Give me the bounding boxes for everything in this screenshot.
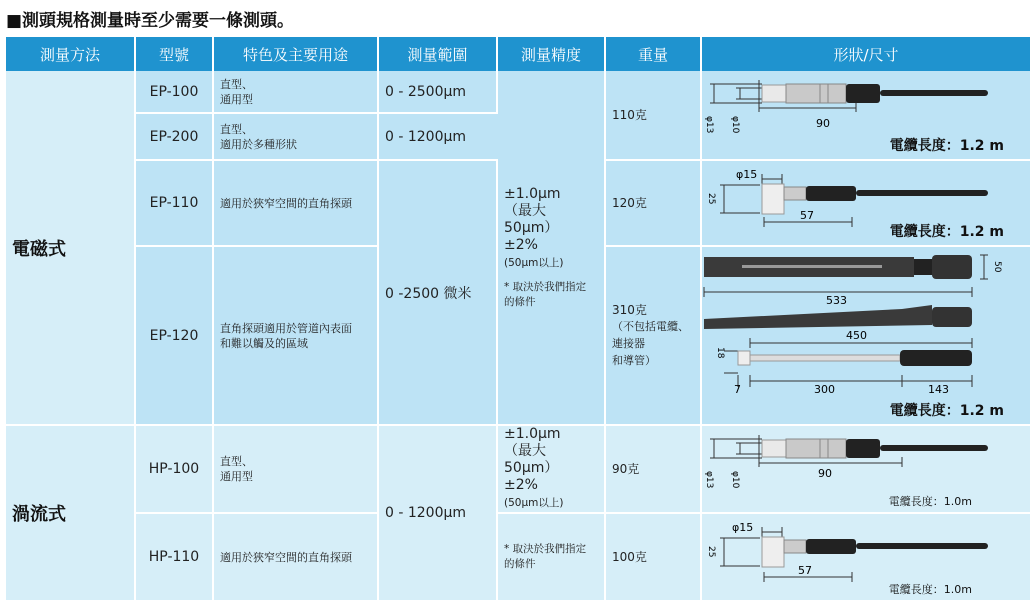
dim-len90: 90	[816, 116, 830, 130]
weight-ep110: 120克	[605, 160, 701, 246]
header-accuracy: 測量精度	[497, 37, 605, 71]
header-row	[6, 37, 1030, 71]
table-row	[6, 513, 1030, 601]
ep120-pipe-probe-drawing	[702, 247, 1031, 424]
range-ep100: 0 - 2500μm	[378, 71, 497, 113]
dim-len57-hp110: 57	[798, 564, 812, 577]
dim-phi15-hp110: φ15	[732, 521, 754, 534]
range-ep200: 0 - 1200μm	[378, 113, 497, 160]
dim-len300: 300	[814, 383, 835, 396]
probe-spec-table	[6, 37, 1030, 602]
model-ep110: EP-110	[135, 160, 213, 246]
header-model: 型號	[135, 37, 213, 71]
dim-len7: 7	[734, 383, 741, 396]
page-title: ■測頭規格測量時至少需要一條測頭。	[6, 11, 295, 31]
dim-len450: 450	[846, 329, 867, 342]
method-electromagnetic: 電磁式	[6, 71, 135, 425]
cable-length-hp100: 電纜長度：1.0m	[888, 495, 972, 508]
shape-ep100	[701, 71, 1030, 160]
cable-length-ep110: 電纜長度：1.2 m	[889, 224, 1004, 240]
header-features: 特色及主要用途	[213, 37, 378, 71]
cable-length-hp110: 電纜長度：1.0m	[888, 583, 972, 596]
features-ep120: 直角探頭適用於管道內表面 和難以觸及的區域	[213, 246, 378, 425]
dim-len533: 533	[826, 294, 847, 307]
dim-h25: 25	[706, 193, 716, 205]
model-ep120: EP-120	[135, 246, 213, 425]
model-ep200: EP-200	[135, 113, 213, 160]
dim-h50: 50	[992, 261, 1002, 273]
model-ep100: EP-100	[135, 71, 213, 113]
accuracy-electromagnetic: ±1.0μm （最大50μm） ±2% (50μm以上) * 取決於我們指定 的條件	[497, 71, 605, 425]
model-hp100: HP-100	[135, 425, 213, 513]
dim-len143: 143	[928, 383, 949, 396]
model-hp110: HP-110	[135, 513, 213, 601]
dim-h25-hp110: 25	[706, 546, 716, 558]
dim-phi13-hp100: φ13	[704, 470, 714, 488]
features-ep110: 適用於狹窄空間的直角探頭	[213, 160, 378, 246]
table-row	[6, 71, 1030, 113]
cable-length-ep120: 電纜長度：1.2 m	[889, 403, 1004, 419]
features-hp110: 適用於狹窄空間的直角探頭	[213, 513, 378, 601]
header-weight: 重量	[605, 37, 701, 71]
features-ep200: 直型、 適用於多種形狀	[213, 113, 378, 160]
header-shape: 形狀/尺寸	[701, 37, 1030, 71]
cable-length-ep100: 電纜長度：1.2 m	[889, 138, 1004, 154]
header-method: 測量方法	[6, 37, 135, 71]
shape-ep110	[701, 160, 1030, 246]
dim-len57: 57	[800, 209, 814, 222]
weight-ep120: 310克 （不包括電纜、 連接器 和導管）	[605, 246, 701, 425]
shape-ep120	[701, 246, 1030, 425]
accuracy-hp110: * 取決於我們指定 的條件	[497, 513, 605, 601]
hp100-straight-probe-drawing	[702, 427, 1031, 512]
dim-phi13: φ13	[704, 115, 714, 133]
header-range: 測量範圍	[378, 37, 497, 71]
weight-hp110: 100克	[605, 513, 701, 601]
accuracy-hp100: ±1.0μm （最大50μm） ±2% (50μm以上)	[497, 425, 605, 513]
dim-phi10-hp100: φ10	[730, 470, 740, 488]
dim-phi10: φ10	[730, 115, 740, 133]
features-hp100: 直型、 通用型	[213, 425, 378, 513]
shape-hp100	[701, 425, 1030, 513]
weight-ep100-ep200: 110克	[605, 71, 701, 160]
shape-hp110	[701, 513, 1030, 601]
dim-h18: 18	[715, 347, 725, 359]
dim-phi15: φ15	[736, 168, 758, 181]
table-row	[6, 425, 1030, 513]
features-ep100: 直型、 通用型	[213, 71, 378, 113]
range-ep110-ep120: 0 -2500 微米	[378, 160, 497, 425]
range-eddy: 0 - 1200μm	[378, 425, 497, 601]
hp110-right-angle-probe-drawing	[702, 514, 1031, 600]
weight-hp100: 90克	[605, 425, 701, 513]
method-eddy-current: 渦流式	[6, 425, 135, 601]
dim-len90-hp100: 90	[818, 466, 832, 480]
